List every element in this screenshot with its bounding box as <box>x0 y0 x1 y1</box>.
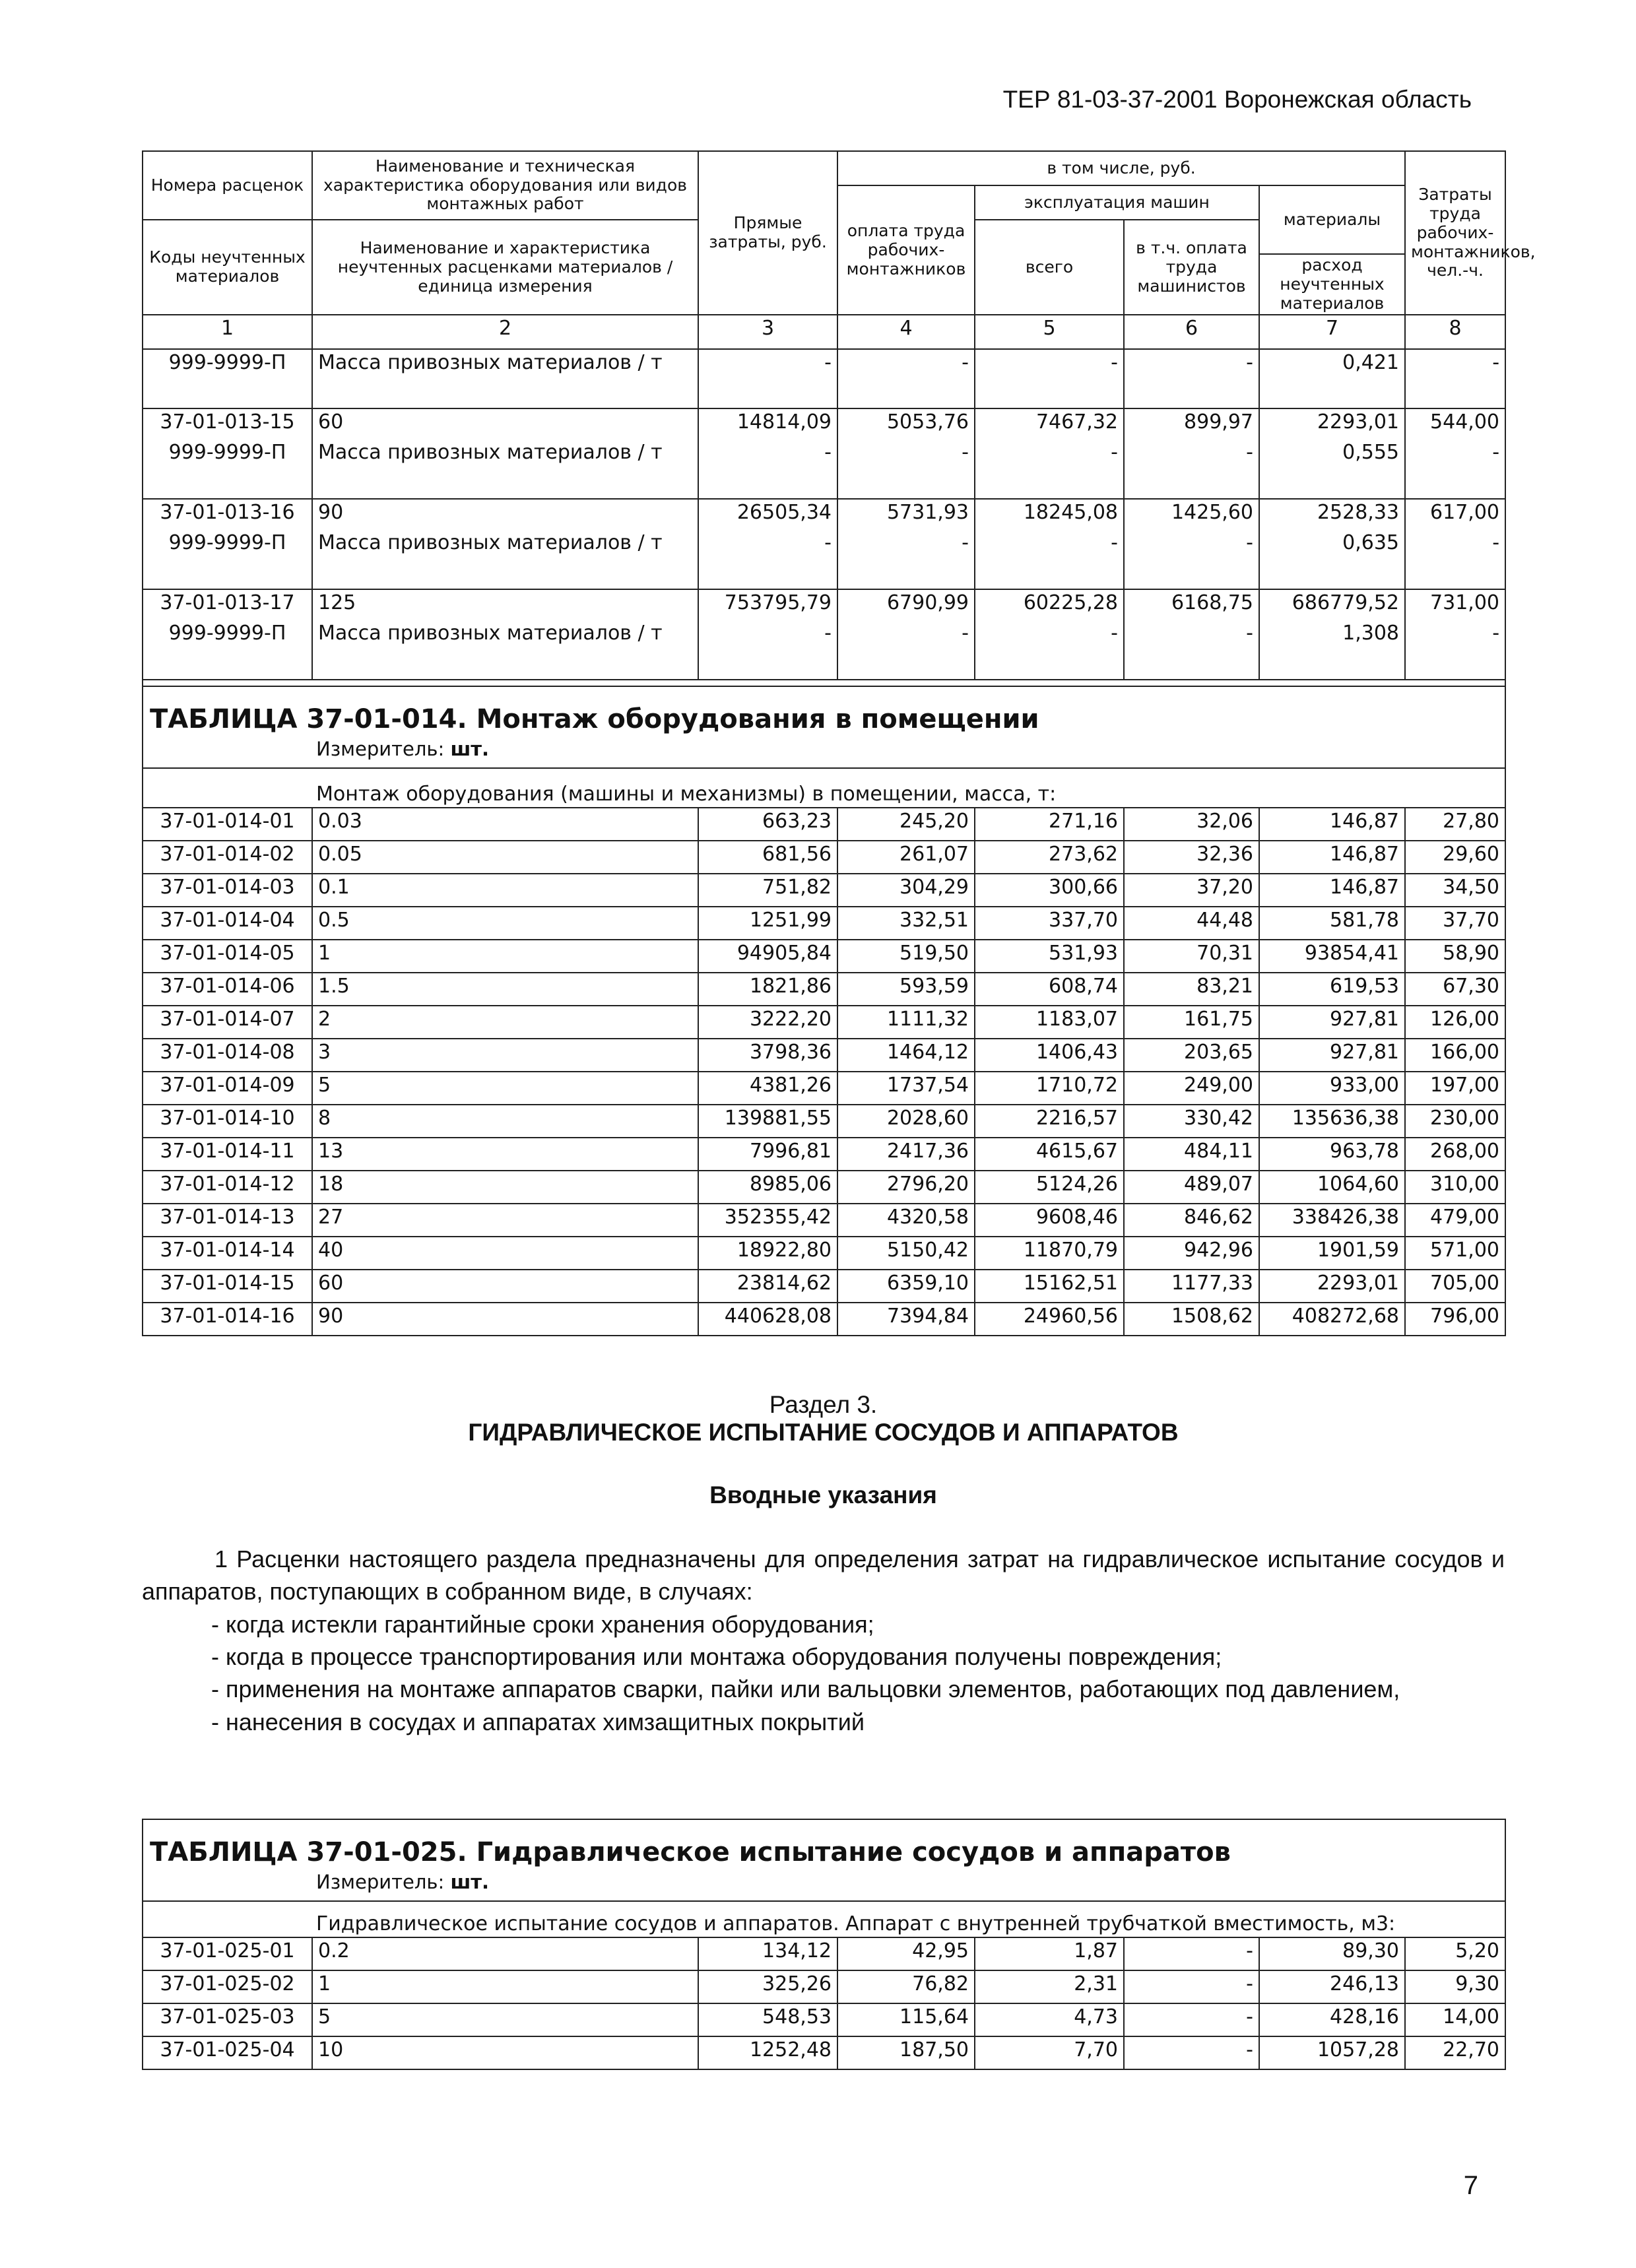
machines-total-cell: 4,73 <box>975 2003 1124 2036</box>
machines-total-cell: 1406,43 <box>975 1039 1124 1072</box>
labor-pay-cell: 2796,20 <box>837 1171 975 1204</box>
materials-cell: 581,78 <box>1259 907 1405 940</box>
labor-pay-cell: 332,51 <box>837 907 975 940</box>
direct-costs-cell: - <box>698 620 837 680</box>
name-cell: 13 <box>312 1138 698 1171</box>
direct-costs-cell: 14814,09 <box>698 408 837 439</box>
labor-hours-cell: 37,70 <box>1405 907 1505 940</box>
labor-pay-cell: 2417,36 <box>837 1138 975 1171</box>
rate-code-cell: 37-01-014-11 <box>143 1138 312 1171</box>
name-cell: 0.2 <box>312 1937 698 1970</box>
name-cell: 60 <box>312 1270 698 1303</box>
machinists-pay-cell: 846,62 <box>1124 1204 1259 1237</box>
rate-code-cell: 37-01-025-04 <box>143 2036 312 2069</box>
table-spacer-cell <box>143 680 1505 686</box>
labor-hours-cell: 5,20 <box>1405 1937 1505 1970</box>
direct-costs-cell: 4381,26 <box>698 1072 837 1105</box>
labor-pay-cell: 7394,84 <box>837 1303 975 1336</box>
direct-costs-cell: 1252,48 <box>698 2036 837 2069</box>
materials-cell: 933,00 <box>1259 1072 1405 1105</box>
name-cell: 60 <box>312 408 698 439</box>
meter-unit: шт. <box>450 1871 490 1894</box>
rate-code-cell: 37-01-014-01 <box>143 808 312 841</box>
labor-pay-cell: - <box>837 439 975 499</box>
direct-costs-cell: 663,23 <box>698 808 837 841</box>
materials-cell: 0,421 <box>1259 349 1405 408</box>
name-cell: Масса привозных материалов / т <box>312 349 698 408</box>
table-row <box>143 874 1505 907</box>
rate-code-cell: 37-01-014-05 <box>143 940 312 973</box>
table-row <box>143 1270 1505 1303</box>
labor-hours-cell: 27,80 <box>1405 808 1505 841</box>
direct-costs-cell: 681,56 <box>698 841 837 874</box>
machinists-pay-cell: - <box>1124 620 1259 680</box>
name-cell: Масса привозных материалов / т <box>312 530 698 589</box>
labor-pay-cell: 42,95 <box>837 1937 975 1970</box>
machines-total-cell: - <box>975 530 1124 589</box>
column-number: 6 <box>1124 315 1259 349</box>
materials-cell: 686779,52 <box>1259 589 1405 620</box>
table-row <box>143 973 1505 1006</box>
materials-cell: 338426,38 <box>1259 1204 1405 1237</box>
labor-hours-cell: 67,30 <box>1405 973 1505 1006</box>
name-cell: 2 <box>312 1006 698 1039</box>
table-025-section: Гидравлическое испытание сосудов и аппаратов. Аппарат с внутренней трубчаткой вместимость, м3: <box>143 1901 1505 1937</box>
table-row <box>143 841 1505 874</box>
machinists-pay-cell: 942,96 <box>1124 1237 1259 1270</box>
rate-code-cell: 37-01-014-09 <box>143 1072 312 1105</box>
machines-total-cell: 7467,32 <box>975 408 1124 439</box>
rates-table <box>142 150 1536 1336</box>
labor-pay-cell: 76,82 <box>837 1970 975 2003</box>
table-row <box>143 1937 1505 1970</box>
name-cell: 40 <box>312 1237 698 1270</box>
labor-pay-cell: 5731,93 <box>837 499 975 530</box>
machinists-pay-cell: 161,75 <box>1124 1006 1259 1039</box>
direct-costs-cell: 8985,06 <box>698 1171 837 1204</box>
rate-row <box>143 408 1505 439</box>
labor-hours-cell: - <box>1405 439 1505 499</box>
labor-hours-cell: 14,00 <box>1405 2003 1505 2036</box>
machines-total-cell: 60225,28 <box>975 589 1124 620</box>
name-cell: Масса привозных материалов / т <box>312 620 698 680</box>
machinists-pay-cell: 1508,62 <box>1124 1303 1259 1336</box>
rate-code-cell: 37-01-014-13 <box>143 1204 312 1237</box>
machinists-pay-cell: 32,06 <box>1124 808 1259 841</box>
table-row <box>143 1006 1505 1039</box>
machinists-pay-cell: - <box>1124 1937 1259 1970</box>
section-title: ГИДРАВЛИЧЕСКОЕ ИСПЫТАНИЕ СОСУДОВ И АППАРАТОВ <box>468 1419 1179 1446</box>
machines-total-cell: 9608,46 <box>975 1204 1124 1237</box>
machines-total-cell: - <box>975 349 1124 408</box>
machinists-pay-cell: 44,48 <box>1124 907 1259 940</box>
labor-pay-cell: - <box>837 349 975 408</box>
material-row <box>143 620 1505 680</box>
rate-code-cell: 37-01-013-16 <box>143 499 312 530</box>
direct-costs-cell: 3798,36 <box>698 1039 837 1072</box>
machines-total-cell: 2,31 <box>975 1970 1124 2003</box>
column-number: 4 <box>837 315 975 349</box>
labor-pay-cell: 4320,58 <box>837 1204 975 1237</box>
rate-code-cell: 37-01-014-15 <box>143 1270 312 1303</box>
machines-total-cell: 531,93 <box>975 940 1124 973</box>
labor-pay-cell: 1737,54 <box>837 1072 975 1105</box>
machinists-pay-cell: 1425,60 <box>1124 499 1259 530</box>
materials-cell: 1,308 <box>1259 620 1405 680</box>
machinists-pay-cell: - <box>1124 2036 1259 2069</box>
name-cell: 0.1 <box>312 874 698 907</box>
intro-paragraph: 1 Расценки настоящего раздела предназначены для определения затрат на гидравлическое испытание сосудов и аппаратов, поступающих в собранном виде, в случаях: <box>142 1545 1505 1605</box>
rate-code-cell: 37-01-014-10 <box>143 1105 312 1138</box>
machinists-pay-cell: - <box>1124 1970 1259 2003</box>
labor-pay-cell: 2028,60 <box>837 1105 975 1138</box>
intro-paragraph: - когда в процессе транспортирования или монтажа оборудования получены повреждения; <box>211 1642 1222 1670</box>
intro-text <box>142 1543 1505 1738</box>
machines-total-cell: 15162,51 <box>975 1270 1124 1303</box>
labor-pay-cell: - <box>837 530 975 589</box>
rate-row <box>143 589 1505 620</box>
machinists-pay-cell: 83,21 <box>1124 973 1259 1006</box>
table-row <box>143 1303 1505 1336</box>
machinists-pay-cell: - <box>1124 439 1259 499</box>
machines-total-cell: 7,70 <box>975 2036 1124 2069</box>
labor-hours-cell: 705,00 <box>1405 1270 1505 1303</box>
col-rate-number-header: Номера расценок <box>143 151 312 220</box>
machines-total-cell: 2216,57 <box>975 1105 1124 1138</box>
table-row <box>143 2003 1505 2036</box>
labor-hours-cell: 58,90 <box>1405 940 1505 973</box>
table-row <box>143 907 1505 940</box>
column-number: 7 <box>1259 315 1405 349</box>
materials-cell: 2293,01 <box>1259 1270 1405 1303</box>
materials-cell: 0,555 <box>1259 439 1405 499</box>
table-row <box>143 1105 1505 1138</box>
materials-cell: 146,87 <box>1259 874 1405 907</box>
rate-code-cell: 37-01-025-01 <box>143 1937 312 1970</box>
labor-hours-cell: 9,30 <box>1405 1970 1505 2003</box>
table-row <box>143 1039 1505 1072</box>
table-025-meter <box>143 1869 1505 1901</box>
labor-hours-cell: 268,00 <box>1405 1138 1505 1171</box>
direct-costs-cell: 3222,20 <box>698 1006 837 1039</box>
labor-pay-cell: 6359,10 <box>837 1270 975 1303</box>
table-014-section: Монтаж оборудования (машины и механизмы) в помещении, масса, т: <box>143 768 1505 808</box>
labor-hours-cell: 22,70 <box>1405 2036 1505 2069</box>
labor-hours-cell: - <box>1405 620 1505 680</box>
materials-cell: 619,53 <box>1259 973 1405 1006</box>
machines-total-cell: 1183,07 <box>975 1006 1124 1039</box>
labor-hours-cell: - <box>1405 530 1505 589</box>
direct-costs-cell: 94905,84 <box>698 940 837 973</box>
labor-hours-cell: 230,00 <box>1405 1105 1505 1138</box>
column-number: 2 <box>312 315 698 349</box>
labor-hours-cell: 731,00 <box>1405 589 1505 620</box>
intro-title: Вводные указания <box>709 1481 937 1508</box>
materials-cell: 428,16 <box>1259 2003 1405 2036</box>
labor-pay-cell: 5150,42 <box>837 1237 975 1270</box>
direct-costs-cell: 548,53 <box>698 2003 837 2036</box>
table-row <box>143 1072 1505 1105</box>
machinists-pay-cell: - <box>1124 530 1259 589</box>
name-cell: Масса привозных материалов / т <box>312 439 698 499</box>
col-machinists-pay-header: в т.ч. оплата труда машинистов <box>1124 220 1259 315</box>
name-cell: 8 <box>312 1105 698 1138</box>
labor-hours-cell: 544,00 <box>1405 408 1505 439</box>
rate-row <box>143 499 1505 530</box>
table-014-meter <box>143 736 1505 768</box>
table-014-title: ТАБЛИЦА 37-01-014. Монтаж оборудования в помещении <box>143 686 1505 736</box>
column-number: 8 <box>1405 315 1505 349</box>
col-including-header: в том числе, руб. <box>837 151 1405 185</box>
materials-cell: 0,635 <box>1259 530 1405 589</box>
table-025 <box>142 1819 1506 2070</box>
materials-cell: 246,13 <box>1259 1970 1405 2003</box>
col-labor-pay-header: оплата труда рабочих-монтажников <box>837 185 975 315</box>
direct-costs-cell: 26505,34 <box>698 499 837 530</box>
machines-total-cell: 300,66 <box>975 874 1124 907</box>
labor-pay-cell: 1464,12 <box>837 1039 975 1072</box>
labor-hours-cell: 34,50 <box>1405 874 1505 907</box>
material-row <box>143 349 1505 408</box>
materials-cell: 135636,38 <box>1259 1105 1405 1138</box>
rate-code-cell: 37-01-014-07 <box>143 1006 312 1039</box>
material-row <box>143 530 1505 589</box>
materials-cell: 93854,41 <box>1259 940 1405 973</box>
machines-total-cell: 271,16 <box>975 808 1124 841</box>
column-number: 1 <box>143 315 312 349</box>
table-row <box>143 1138 1505 1171</box>
labor-hours-cell: 29,60 <box>1405 841 1505 874</box>
direct-costs-cell: 325,26 <box>698 1970 837 2003</box>
direct-costs-cell: - <box>698 349 837 408</box>
materials-cell: 963,78 <box>1259 1138 1405 1171</box>
labor-pay-cell: 261,07 <box>837 841 975 874</box>
direct-costs-cell: 7996,81 <box>698 1138 837 1171</box>
col-materials-header: материалы <box>1259 185 1405 254</box>
machines-total-cell: 24960,56 <box>975 1303 1124 1336</box>
machinists-pay-cell: 70,31 <box>1124 940 1259 973</box>
machines-total-cell: 608,74 <box>975 973 1124 1006</box>
machinists-pay-cell: 37,20 <box>1124 874 1259 907</box>
table-row <box>143 1171 1505 1204</box>
col-material-name-header: Наименование и характеристика неучтенных расценками материалов / единица измерения <box>312 220 698 315</box>
table-row <box>143 940 1505 973</box>
materials-cell: 2293,01 <box>1259 408 1405 439</box>
name-cell: 1.5 <box>312 973 698 1006</box>
name-cell: 27 <box>312 1204 698 1237</box>
table-spacer <box>143 680 1505 686</box>
labor-hours-cell: 310,00 <box>1405 1171 1505 1204</box>
machines-total-cell: 4615,67 <box>975 1138 1124 1171</box>
table-row <box>143 808 1505 841</box>
materials-cell: 1901,59 <box>1259 1237 1405 1270</box>
direct-costs-cell: 751,82 <box>698 874 837 907</box>
machinists-pay-cell: - <box>1124 349 1259 408</box>
direct-costs-cell: 18922,80 <box>698 1237 837 1270</box>
machinists-pay-cell: 489,07 <box>1124 1171 1259 1204</box>
rate-code-cell: 999-9999-П <box>143 439 312 499</box>
name-cell: 18 <box>312 1171 698 1204</box>
rate-code-cell: 37-01-014-03 <box>143 874 312 907</box>
machinists-pay-cell: 1177,33 <box>1124 1270 1259 1303</box>
name-cell: 90 <box>312 1303 698 1336</box>
name-cell: 0.5 <box>312 907 698 940</box>
page-number: 7 <box>1463 2171 1478 2200</box>
labor-pay-cell: 304,29 <box>837 874 975 907</box>
name-cell: 10 <box>312 2036 698 2069</box>
labor-hours-cell: - <box>1405 349 1505 408</box>
col-direct-costs-header: Прямые затраты, руб. <box>698 151 837 315</box>
table-row <box>143 1237 1505 1270</box>
col-material-codes-header: Коды неучтенных материалов <box>143 220 312 315</box>
direct-costs-cell: 134,12 <box>698 1937 837 1970</box>
materials-cell: 89,30 <box>1259 1937 1405 1970</box>
direct-costs-cell: 139881,55 <box>698 1105 837 1138</box>
machinists-pay-cell: 6168,75 <box>1124 589 1259 620</box>
name-cell: 5 <box>312 1072 698 1105</box>
rate-code-cell: 37-01-013-17 <box>143 589 312 620</box>
direct-costs-cell: 352355,42 <box>698 1204 837 1237</box>
materials-cell: 146,87 <box>1259 841 1405 874</box>
table-025-title: ТАБЛИЦА 37-01-025. Гидравлическое испытание сосудов и аппаратов <box>143 1819 1505 1869</box>
labor-hours-cell: 571,00 <box>1405 1237 1505 1270</box>
rate-code-cell: 999-9999-П <box>143 349 312 408</box>
rate-code-cell: 37-01-014-08 <box>143 1039 312 1072</box>
materials-cell: 1057,28 <box>1259 2036 1405 2069</box>
machines-total-cell: 18245,08 <box>975 499 1124 530</box>
direct-costs-cell: 753795,79 <box>698 589 837 620</box>
col-unaccounted-materials-header: расход неучтенных материалов <box>1259 254 1405 315</box>
materials-cell: 1064,60 <box>1259 1171 1405 1204</box>
labor-pay-cell: 245,20 <box>837 808 975 841</box>
machinists-pay-cell: 32,36 <box>1124 841 1259 874</box>
machines-total-cell: 11870,79 <box>975 1237 1124 1270</box>
machinists-pay-cell: - <box>1124 2003 1259 2036</box>
machines-total-cell: 1,87 <box>975 1937 1124 1970</box>
rate-code-cell: 37-01-025-03 <box>143 2003 312 2036</box>
machinists-pay-cell: 249,00 <box>1124 1072 1259 1105</box>
rate-code-cell: 37-01-014-14 <box>143 1237 312 1270</box>
labor-pay-cell: 187,50 <box>837 2036 975 2069</box>
labor-pay-cell: 593,59 <box>837 973 975 1006</box>
section-3-heading <box>142 1391 1505 1446</box>
page-header: ТЕР 81-03-37-2001 Воронежская область <box>1002 86 1472 113</box>
machines-total-cell: 5124,26 <box>975 1171 1124 1204</box>
name-cell: 125 <box>312 589 698 620</box>
machinists-pay-cell: 203,65 <box>1124 1039 1259 1072</box>
direct-costs-cell: 23814,62 <box>698 1270 837 1303</box>
direct-costs-cell: 1251,99 <box>698 907 837 940</box>
rate-code-cell: 37-01-014-06 <box>143 973 312 1006</box>
rate-code-cell: 37-01-025-02 <box>143 1970 312 2003</box>
labor-pay-cell: 115,64 <box>837 2003 975 2036</box>
name-cell: 5 <box>312 2003 698 2036</box>
materials-cell: 2528,33 <box>1259 499 1405 530</box>
labor-pay-cell: 519,50 <box>837 940 975 973</box>
machines-total-cell: - <box>975 620 1124 680</box>
materials-cell: 927,81 <box>1259 1006 1405 1039</box>
rate-code-cell: 37-01-014-16 <box>143 1303 312 1336</box>
labor-pay-cell: 6790,99 <box>837 589 975 620</box>
machinists-pay-cell: 484,11 <box>1124 1138 1259 1171</box>
machines-total-cell: - <box>975 439 1124 499</box>
labor-hours-cell: 479,00 <box>1405 1204 1505 1237</box>
direct-costs-cell: 1821,86 <box>698 973 837 1006</box>
name-cell: 1 <box>312 940 698 973</box>
intro-paragraph: - применения на монтаже аппаратов сварки, пайки или вальцовки элементов, работающих под давлением, <box>211 1675 1400 1703</box>
section-number: Раздел 3. <box>769 1391 878 1418</box>
col-labor-hours-header: Затраты труда рабочих-монтажников, чел.-ч. <box>1405 151 1505 315</box>
machines-total-cell: 1710,72 <box>975 1072 1124 1105</box>
meter-label: Измеритель: <box>316 738 445 761</box>
direct-costs-cell: - <box>698 439 837 499</box>
materials-cell: 146,87 <box>1259 808 1405 841</box>
column-number: 3 <box>698 315 837 349</box>
labor-hours-cell: 796,00 <box>1405 1303 1505 1336</box>
machines-total-cell: 337,70 <box>975 907 1124 940</box>
rate-code-cell: 37-01-013-15 <box>143 408 312 439</box>
column-numbers-row <box>143 315 1505 349</box>
rate-code-cell: 37-01-014-12 <box>143 1171 312 1204</box>
materials-cell: 408272,68 <box>1259 1303 1405 1336</box>
meter-unit: шт. <box>450 738 490 761</box>
machines-total-cell: 273,62 <box>975 841 1124 874</box>
rate-code-cell: 999-9999-П <box>143 620 312 680</box>
rate-code-cell: 37-01-014-02 <box>143 841 312 874</box>
name-cell: 0.03 <box>312 808 698 841</box>
column-number: 5 <box>975 315 1124 349</box>
direct-costs-cell: 440628,08 <box>698 1303 837 1336</box>
materials-cell: 927,81 <box>1259 1039 1405 1072</box>
meter-label: Измеритель: <box>316 1871 445 1894</box>
rate-code-cell: 999-9999-П <box>143 530 312 589</box>
name-cell: 1 <box>312 1970 698 2003</box>
name-cell: 90 <box>312 499 698 530</box>
direct-costs-cell: - <box>698 530 837 589</box>
table-row <box>143 1970 1505 2003</box>
material-row <box>143 439 1505 499</box>
table-row <box>143 2036 1505 2069</box>
col-name-header: Наименование и техническая характеристика оборудования или видов монтажных работ <box>312 151 698 220</box>
labor-pay-cell: 5053,76 <box>837 408 975 439</box>
rate-code-cell: 37-01-014-04 <box>143 907 312 940</box>
labor-hours-cell: 126,00 <box>1405 1006 1505 1039</box>
labor-hours-cell: 166,00 <box>1405 1039 1505 1072</box>
col-machines-header: эксплуатация машин <box>975 185 1259 220</box>
table-row <box>143 1204 1505 1237</box>
intro-paragraph: - нанесения в сосудах и аппаратах химзащитных покрытий <box>211 1708 865 1735</box>
intro-paragraph: - когда истекли гарантийные сроки хранения оборудования; <box>211 1610 874 1638</box>
labor-pay-cell: - <box>837 620 975 680</box>
name-cell: 3 <box>312 1039 698 1072</box>
labor-hours-cell: 197,00 <box>1405 1072 1505 1105</box>
name-cell: 0.05 <box>312 841 698 874</box>
col-machines-total-header: всего <box>975 220 1124 315</box>
machinists-pay-cell: 899,97 <box>1124 408 1259 439</box>
machinists-pay-cell: 330,42 <box>1124 1105 1259 1138</box>
labor-hours-cell: 617,00 <box>1405 499 1505 530</box>
labor-pay-cell: 1111,32 <box>837 1006 975 1039</box>
